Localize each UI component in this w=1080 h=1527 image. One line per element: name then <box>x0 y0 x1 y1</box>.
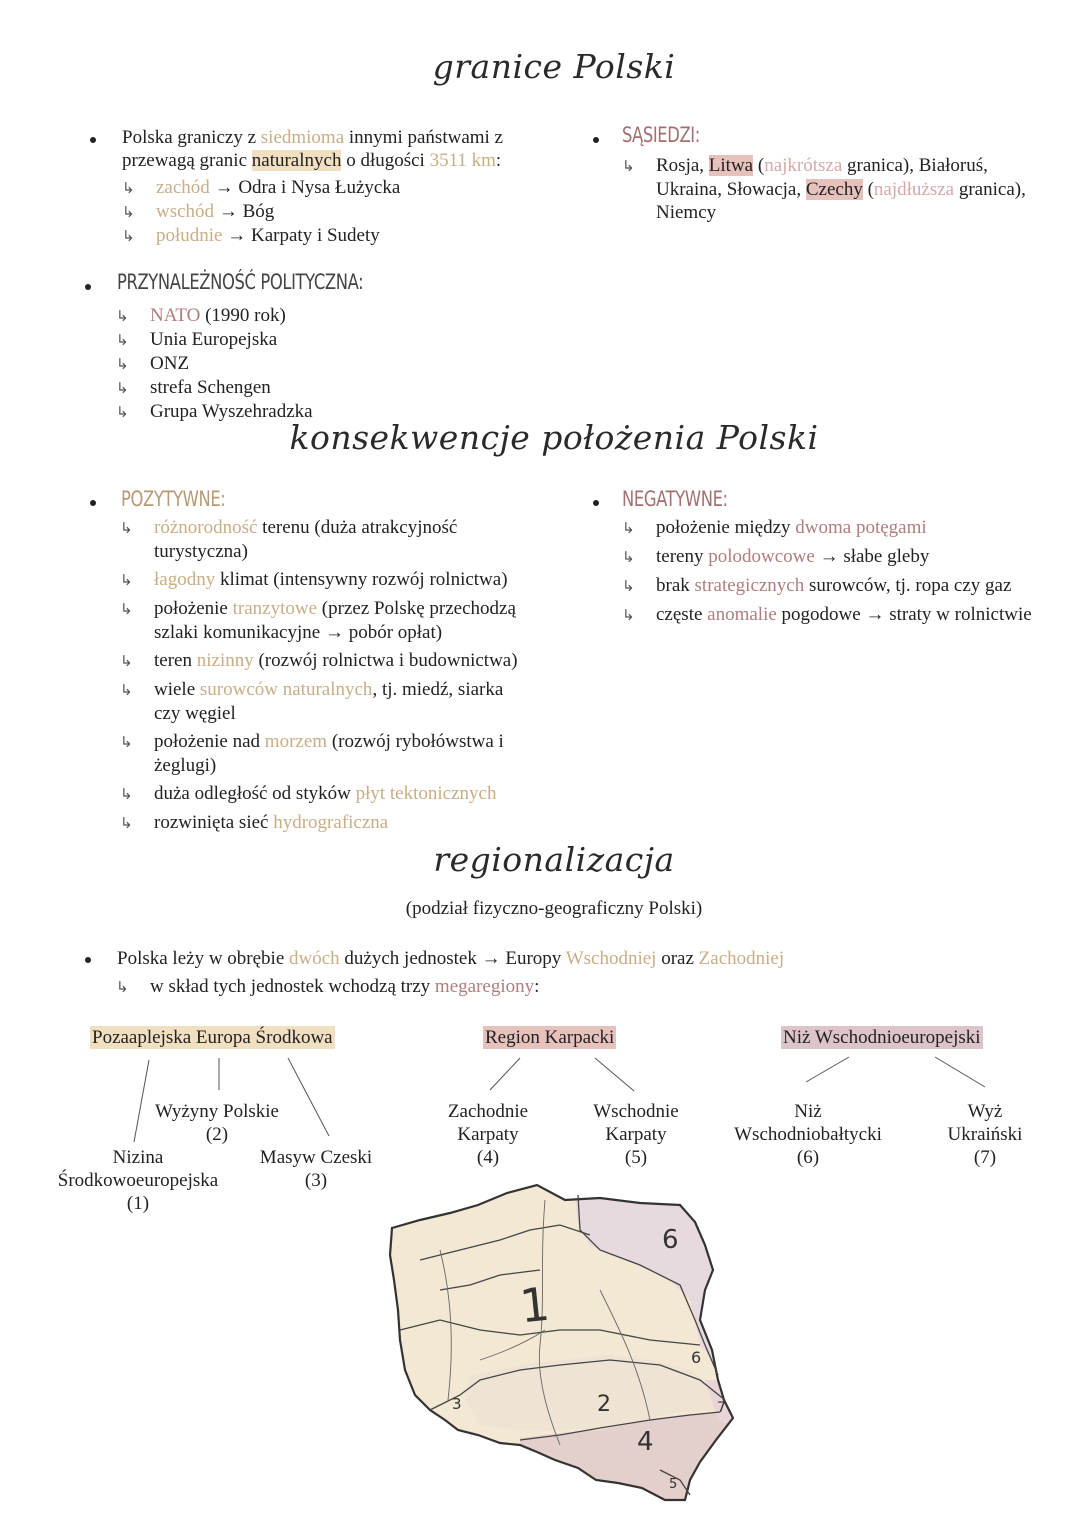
map-label-6a: 6 <box>662 1225 679 1255</box>
region-node-6: Niż Wschodniobałtycki (6) <box>734 1101 882 1168</box>
arrow-icon: ↳ <box>116 307 129 325</box>
map-label-7: 7 <box>717 1400 726 1416</box>
arrow-icon: ↳ <box>122 179 135 197</box>
regional-intro: Polska leży w obrębie dwóch dużych jednostek → Europy Wschodniej oraz Zachodniej <box>117 948 785 969</box>
arrow-icon: ↳ <box>120 571 133 589</box>
positive-heading: POZYTYWNE: <box>121 487 226 511</box>
region-node-2: Wyżyny Polskie (2) <box>155 1101 279 1145</box>
list-item: ↳ strefa Schengen <box>116 377 271 398</box>
region-node-4: Zachodnie Karpaty (4) <box>447 1101 529 1168</box>
list-item: ↳ zachód → Odra i Nysa Łużycka <box>122 177 401 198</box>
list-item: ↳ NATO (1990 rok) <box>116 305 286 326</box>
arrow-icon: ↳ <box>120 652 133 670</box>
arrow-icon: ↳ <box>622 548 635 566</box>
political-heading: PRZYNALEŻNOŚĆ POLITYCZNA: <box>117 270 364 294</box>
list-item: ↳ wschód → Bóg <box>122 201 275 222</box>
region-node-1: Nizina Środkowoeuropejska (1) <box>57 1147 219 1214</box>
arrow-icon: ↳ <box>120 600 133 618</box>
title-konsekwencje: konsekwencje położenia Polski <box>289 418 819 457</box>
arrow-icon: ↳ <box>622 519 635 537</box>
map-label-4: 4 <box>637 1427 654 1457</box>
arrow-icon: ↳ <box>116 978 129 996</box>
title-regionalizacja: regionalizacja <box>433 840 675 879</box>
list-item: ↳ wiele surowców naturalnych, tj. miedź, siarka czy węgiel <box>120 679 504 724</box>
list-item: ↳ położenie między dwoma potęgami <box>622 517 927 538</box>
negative-heading: NEGATYWNE: <box>622 487 728 511</box>
map-label-2: 2 <box>597 1392 611 1417</box>
list-item: ↳ Grupa Wyszehradzka <box>116 401 313 422</box>
map-label-6b: 6 <box>691 1348 702 1367</box>
list-item: ↳ duża odległość od styków płyt tektonicznych <box>120 783 497 804</box>
megaregion-niz: Niż Wschodnioeuropejski <box>783 1027 981 1048</box>
list-item: ↳ różnorodność terenu (duża atrakcyjność turystyczna) <box>120 517 458 562</box>
arrow-icon: ↳ <box>122 203 135 221</box>
arrow-icon: ↳ <box>120 681 133 699</box>
regional-sub: ↳ w skład tych jednostek wchodzą trzy megaregiony: <box>116 976 540 997</box>
region-node-7: Wyż Ukraiński (7) <box>947 1101 1023 1168</box>
arrow-icon: ↳ <box>622 606 635 624</box>
map-label-3: 3 <box>452 1395 462 1413</box>
arrow-icon: ↳ <box>116 331 129 349</box>
megaregion-karpacki: Region Karpacki <box>485 1027 615 1048</box>
arrow-icon: ↳ <box>120 785 133 803</box>
list-item: ↳ rozwinięta sieć hydrograficzna <box>120 812 389 833</box>
intro-block: Polska graniczy z siedmioma innymi państwami z przewagą granic naturalnych o długości 3511 km: <box>122 127 503 171</box>
list-item: ↳ brak strategicznych surowców, tj. ropa czy gaz <box>622 575 1012 596</box>
list-item: ↳ częste anomalie pogodowe → straty w rolnictwie <box>622 604 1032 625</box>
subtitle: (podział fizyczno-geograficzny Polski) <box>405 898 703 919</box>
map-label-1: 1 <box>517 1276 553 1334</box>
list-item: ↳ łagodny klimat (intensywny rozwój rolnictwa) <box>120 569 508 590</box>
megaregion-pozaalpejska: Pozaaplejska Europa Środkowa <box>92 1027 333 1048</box>
arrow-icon: ↳ <box>122 227 135 245</box>
list-item: ↳ tereny polodowcowe → słabe gleby <box>622 546 930 567</box>
region-node-3: Masyw Czeski (3) <box>259 1147 373 1191</box>
map-label-5: 5 <box>669 1477 678 1492</box>
arrow-icon: ↳ <box>120 519 133 537</box>
neighbors-list: ↳ Rosja, Litwa (najkrótsza granica), Białoruś, Ukraina, Słowacja, Czechy (najdłuższa granica), Niemcy <box>622 155 1026 223</box>
arrow-icon: ↳ <box>622 577 635 595</box>
list-item: ↳ teren nizinny (rozwój rolnictwa i budownictwa) <box>120 650 518 671</box>
list-item: ↳ Unia Europejska <box>116 329 278 350</box>
list-item: ↳ ONZ <box>116 353 190 374</box>
list-item: ↳ położenie nad morzem (rozwój rybołówstwa i żeglugi) <box>120 731 504 776</box>
arrow-icon: ↳ <box>120 733 133 751</box>
arrow-icon: ↳ <box>120 814 133 832</box>
title-granice: granice Polski <box>432 47 676 86</box>
list-item: ↳ południe → Karpaty i Sudety <box>122 225 380 246</box>
list-item: ↳ położenie tranzytowe (przez Polskę przechodzą szlaki komunikacyjne → pobór opłat) <box>120 598 516 643</box>
arrow-icon: ↳ <box>116 379 129 397</box>
arrow-icon: ↳ <box>622 157 635 175</box>
arrow-icon: ↳ <box>116 355 129 373</box>
arrow-icon: ↳ <box>116 403 129 421</box>
region-node-5: Wschodnie Karpaty (5) <box>593 1101 679 1168</box>
neighbors-heading: SĄSIEDZI: <box>622 123 700 147</box>
